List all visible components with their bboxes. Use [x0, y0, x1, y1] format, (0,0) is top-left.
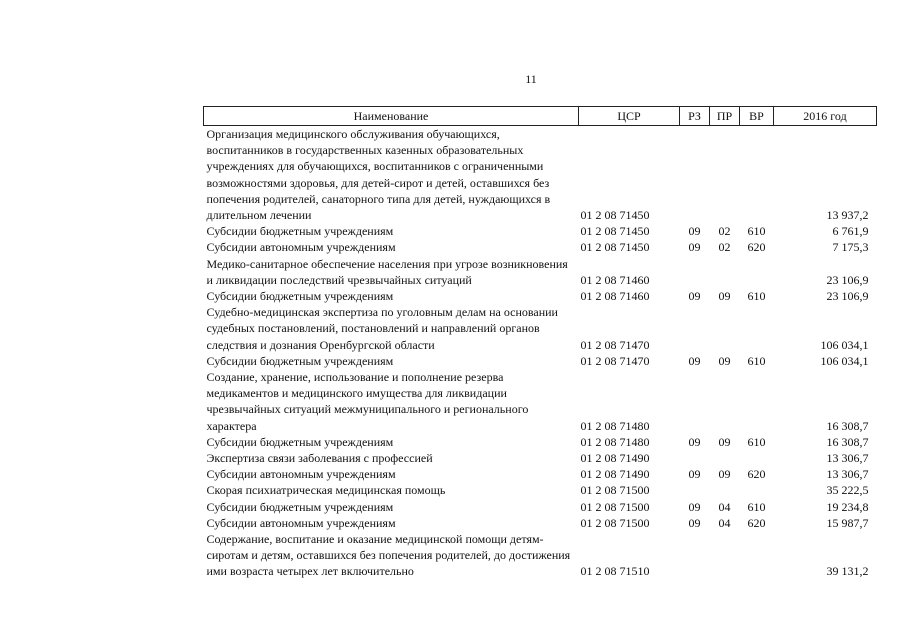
- row-pr: 04: [718, 499, 731, 514]
- row-vr: 620: [747, 467, 766, 482]
- row-pr: 09: [718, 353, 731, 368]
- row-name: Медико-санитарное обеспечение населения при угрозе возникновения и ликвидации последствий чрезвычайных ситуаций: [206, 256, 568, 287]
- row-amount: 15 987,7: [826, 515, 869, 530]
- row-vr: 610: [747, 353, 766, 368]
- row-rz: 09: [688, 499, 701, 514]
- row-rz: 09: [688, 353, 701, 368]
- table-row: [204, 466, 877, 482]
- row-name: Субсидии автономным учреждениям: [206, 515, 396, 530]
- row-name: Субсидии бюджетным учреждениям: [206, 224, 394, 239]
- row-rz: 09: [688, 515, 701, 530]
- row-csr: 01 2 08 71460: [580, 272, 650, 287]
- row-rz: 09: [688, 224, 701, 239]
- row-vr: 610: [747, 224, 766, 239]
- row-amount: 16 308,7: [826, 434, 869, 449]
- table-row: [204, 304, 877, 353]
- row-csr: 01 2 08 71450: [580, 240, 650, 255]
- row-vr: 610: [747, 434, 766, 449]
- header-year: 2016 год: [774, 107, 877, 126]
- row-amount: 106 034,1: [820, 353, 869, 368]
- row-amount: 106 034,1: [820, 337, 869, 352]
- row-csr: 01 2 08 71470: [580, 337, 650, 352]
- row-amount: 23 106,9: [826, 289, 869, 304]
- row-pr: [710, 256, 740, 288]
- row-pr: 09: [718, 289, 731, 304]
- row-amount: 23 106,9: [826, 272, 869, 287]
- row-vr: [740, 304, 774, 353]
- row-amount: 7 175,3: [832, 240, 869, 255]
- row-vr: [740, 482, 774, 498]
- header-rz: РЗ: [680, 107, 710, 126]
- table-row: [204, 239, 877, 255]
- row-name: Содержание, воспитание и оказание медицинской помощи детям-сиротам и детям, оставшихся без попечения родителей, до достижения ими возраста четырех лет включительно: [206, 532, 571, 579]
- row-csr: 01 2 08 71460: [580, 289, 650, 304]
- header-vr: ВР: [740, 107, 774, 126]
- table-row: [204, 256, 877, 288]
- row-pr: 09: [718, 434, 731, 449]
- row-name: Создание, хранение, использование и пополнение резерва медикаментов и медицинского имущества для ликвидации чрезвычайных ситуаций межмуниципального и регионального характера: [206, 370, 529, 433]
- row-rz: [680, 369, 710, 434]
- table-row: [204, 499, 877, 515]
- row-name: Судебно-медицинская экспертиза по уголовным делам на основании судебных постановлений, постановлений и направлений органов следствия и дознания Оренбургской области: [206, 305, 558, 352]
- row-amount: 13 306,7: [826, 451, 869, 466]
- row-csr: 01 2 08 71480: [580, 418, 650, 433]
- row-name: Субсидии автономным учреждениям: [206, 240, 396, 255]
- row-amount: 19 234,8: [826, 499, 869, 514]
- table-row: [204, 515, 877, 531]
- row-amount: 35 222,5: [826, 483, 869, 498]
- row-pr: [710, 482, 740, 498]
- row-rz: [680, 304, 710, 353]
- row-csr: 01 2 08 71480: [580, 434, 650, 449]
- row-vr: 620: [747, 515, 766, 530]
- row-csr: 01 2 08 71500: [580, 483, 650, 498]
- row-pr: 09: [718, 467, 731, 482]
- row-rz: [680, 450, 710, 466]
- row-name: Организация медицинского обслуживания обучающихся, воспитанников в государственных казенных образовательных учреждениях для обучающихся, воспитанников с ограниченными возможностями здоровья, для детей-сирот и детей, оставшихся без попечения родителей, санаторного типа для детей, нуждающихся в длительном лечении: [206, 127, 551, 223]
- row-amount: 13 306,7: [826, 467, 869, 482]
- table-row: [204, 223, 877, 239]
- row-vr: [740, 256, 774, 288]
- row-csr: 01 2 08 71510: [580, 564, 650, 579]
- table-row: [204, 126, 877, 224]
- row-pr: [710, 126, 740, 224]
- table-row: [204, 531, 877, 580]
- row-pr: [710, 450, 740, 466]
- header-pr: ПР: [710, 107, 740, 126]
- row-csr: 01 2 08 71470: [580, 353, 650, 368]
- row-amount: 13 937,2: [826, 208, 869, 223]
- row-amount: 39 131,2: [826, 564, 869, 579]
- row-pr: 04: [718, 515, 731, 530]
- row-csr: 01 2 08 71450: [580, 208, 650, 223]
- row-rz: [680, 126, 710, 224]
- page-number: 11: [525, 72, 537, 86]
- row-amount: 16 308,7: [826, 418, 869, 433]
- row-amount: 6 761,9: [832, 224, 869, 239]
- row-rz: 09: [688, 434, 701, 449]
- row-name: Субсидии бюджетным учреждениям: [206, 353, 394, 368]
- table-row: [204, 369, 877, 434]
- row-name: Субсидии бюджетным учреждениям: [206, 289, 394, 304]
- row-csr: 01 2 08 71500: [580, 499, 650, 514]
- row-vr: [740, 369, 774, 434]
- row-csr: 01 2 08 71490: [580, 451, 650, 466]
- row-csr: 01 2 08 71450: [580, 224, 650, 239]
- row-rz: 09: [688, 467, 701, 482]
- row-vr: 610: [747, 289, 766, 304]
- row-name: Субсидии бюджетным учреждениям: [206, 434, 394, 449]
- row-pr: [710, 369, 740, 434]
- table-row: [204, 353, 877, 369]
- row-vr: [740, 126, 774, 224]
- row-name: Экспертиза связи заболевания с профессией: [206, 451, 433, 466]
- row-csr: 01 2 08 71490: [580, 467, 650, 482]
- row-pr: 02: [718, 240, 731, 255]
- row-vr: 610: [747, 499, 766, 514]
- table-row: [204, 288, 877, 304]
- row-rz: [680, 482, 710, 498]
- row-rz: [680, 256, 710, 288]
- row-name: Субсидии автономным учреждениям: [206, 467, 396, 482]
- row-name: Субсидии бюджетным учреждениям: [206, 499, 394, 514]
- row-rz: 09: [688, 289, 701, 304]
- row-pr: [710, 304, 740, 353]
- table-header: [204, 107, 877, 126]
- row-vr: 620: [747, 240, 766, 255]
- row-pr: [710, 531, 740, 580]
- table-row: [204, 450, 877, 466]
- row-rz: [680, 531, 710, 580]
- row-name: Скорая психиатрическая медицинская помощь: [206, 483, 446, 498]
- header-csr: ЦСР: [579, 107, 680, 126]
- table-body: [204, 126, 877, 580]
- table-row: [204, 434, 877, 450]
- row-rz: 09: [688, 240, 701, 255]
- row-vr: [740, 450, 774, 466]
- row-csr: 01 2 08 71500: [580, 515, 650, 530]
- table-row: [204, 482, 877, 498]
- header-name: Наименование: [204, 107, 579, 126]
- budget-table: [203, 106, 877, 580]
- row-pr: 02: [718, 224, 731, 239]
- row-vr: [740, 531, 774, 580]
